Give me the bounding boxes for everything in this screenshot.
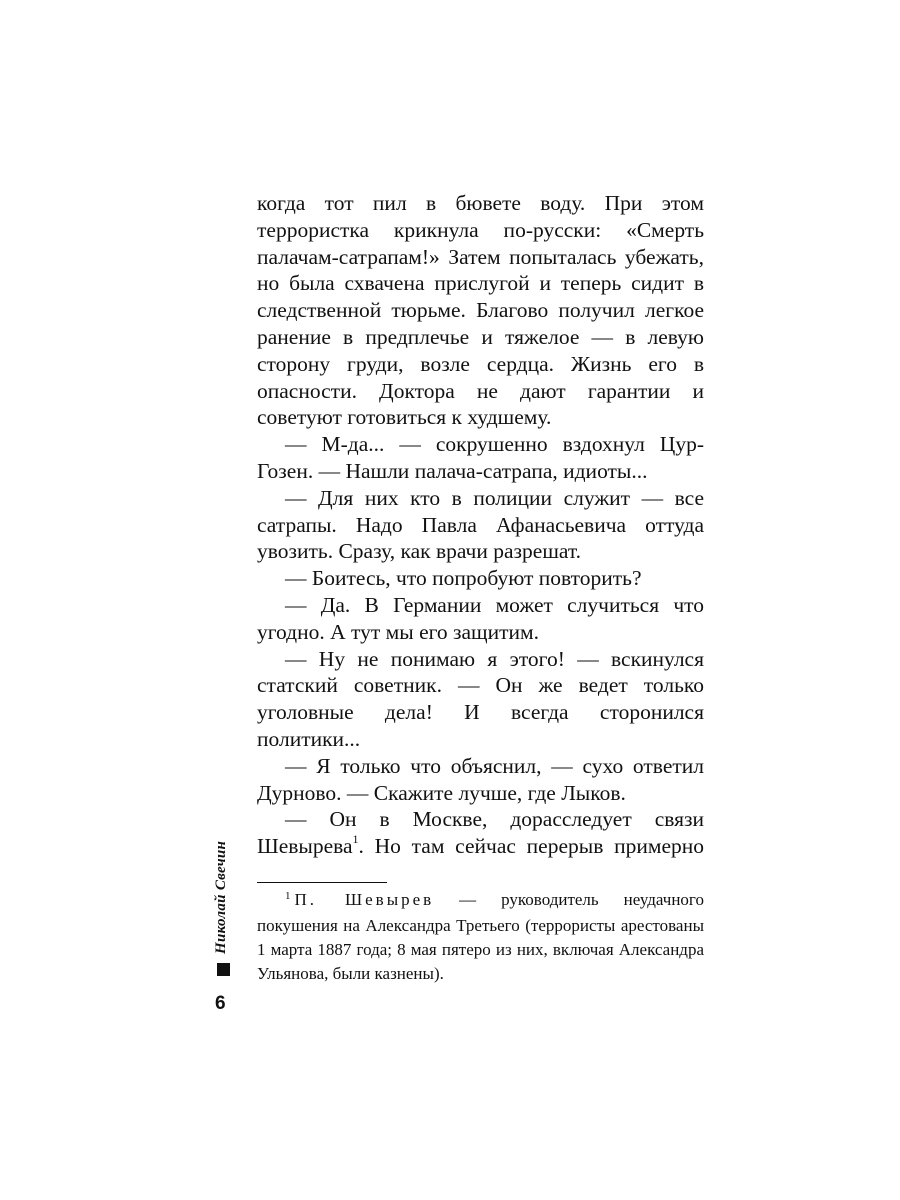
square-marker <box>217 963 230 976</box>
running-author-name: Николай Свечин <box>213 840 229 954</box>
page-number: 6 <box>215 993 226 1014</box>
paragraph-8 <box>257 806 704 860</box>
paragraph-8-start: — Он в Москве, дорасследует связи Шевырева <box>257 807 704 859</box>
paragraph-7: — Я только что объяснил, — сухо ответил Дурново. — Скажите лучше, где Лыков. <box>257 753 704 805</box>
paragraph-1: когда тот пил в бювете воду. При этом террористка крикнула по-русски: «Смерть палачам-сатрапам!» Затем попыталась убежать, но была схвачена прислугой и теперь сидит в следственной тюрьме. Благово получил легкое ранение в предплечье и тяжелое — в левую сторону груди, возле сердца. Жизнь его в опасности. Доктора не дают гарантии и советуют готовиться к худшему. <box>257 191 704 430</box>
paragraph-8-end: . Но там сейчас перерыв примерно <box>358 834 704 859</box>
footnote-reference[interactable]: 1 <box>352 831 359 846</box>
footnote-number: 1 <box>285 890 291 902</box>
footnote-text: — руководитель неудачного покушения на Александра Третьего (террористы арестованы 1 марта 1887 года; 8 мая пятеро из них, включая Александра Ульянова, были казнены). <box>257 890 704 983</box>
paragraph-3: — Для них кто в полиции служит — все сатрапы. Надо Павла Афанасьевича оттуда увозить. Сразу, как врачи разрешат. <box>257 485 704 564</box>
paragraph-4: — Боитесь, что попробуют повторить? <box>285 566 642 591</box>
paragraph-2: — М-да... — сокрушенно вздохнул Цур-Гозен. — Нашли палача-сатрапа, идиоты... <box>257 432 704 483</box>
footnote-divider <box>257 882 387 883</box>
page-body <box>257 190 704 860</box>
footnote-name: П. Шевырев <box>294 890 435 909</box>
footnote <box>257 888 704 986</box>
paragraph-5: — Да. В Германии может случиться что угодно. А тут мы его защитим. <box>257 592 704 644</box>
paragraph-6: — Ну не понимаю я этого! — вскинулся статский советник. — Он же ведет только уголовные дела! И всегда сторонился политики... <box>257 646 704 751</box>
